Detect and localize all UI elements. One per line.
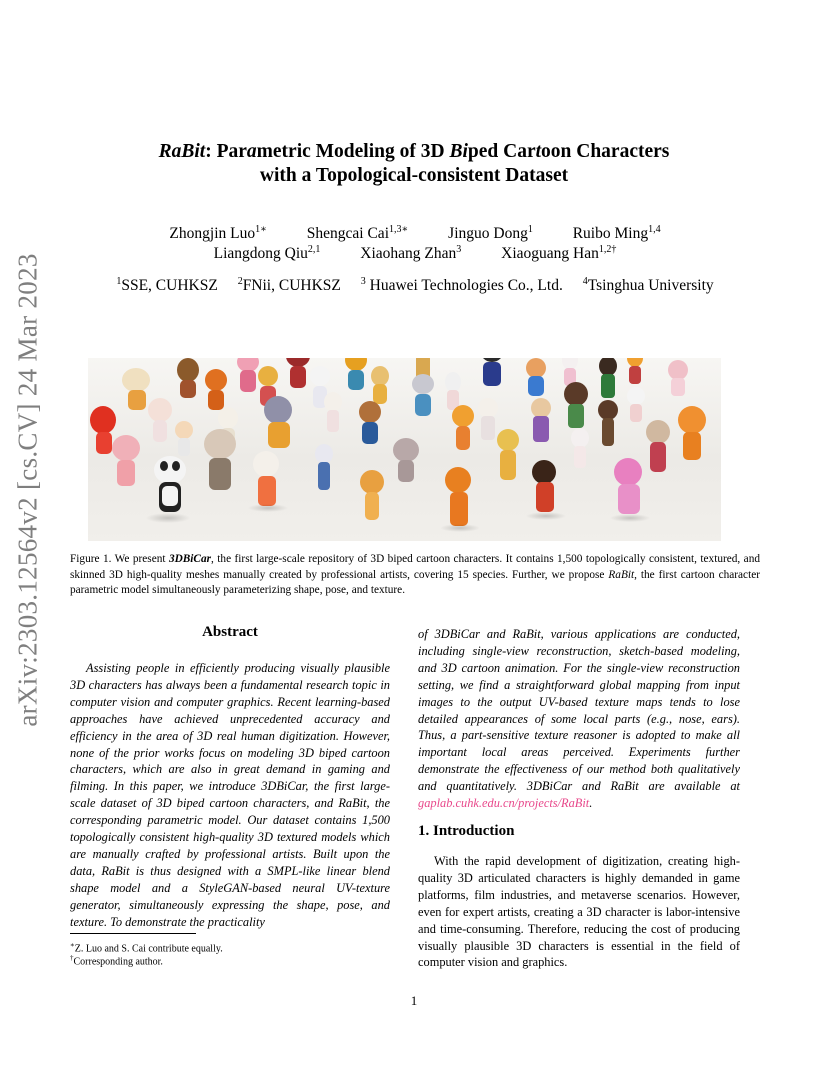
caption-dataset-name: 3DBiCar (168, 553, 212, 565)
author: Xiaoguang Han$^{1,2\dagger}$ (501, 244, 617, 263)
introduction-text: With the rapid development of digitization, creating high-quality 3D articulated characters is highly demanded in game platforms, film industries, and metaverse scenarios. However, even for expert artists, creating a 3D character is labor-intensive and time-consuming. Therefore, reducing the cost of producing visually plausible 3D characters is essential in the field of computer vision and graphics. (418, 854, 740, 970)
character-front-row (112, 429, 650, 532)
title-line-2: with a Topological-consistent Dataset (259, 165, 569, 186)
abstract-text-right: of 3DBiCar and RaBit, various applications are conducted, including single-view reconstruction, sketch-based modeling, and 3D cartoon animation. For the single-view reconstruction setting, we find a straightforward global mapping from input images to the output UV-based texture maps tends to lose detailed appearances of some local parts (e.g., nose, ears). Thus, a part-sensitive texture reasoner is adopted to make all important local areas perceived. Experiments further demonstrate the effectiveness of our method both qualitatively and quantitatively. 3DBiCar and RaBit are available at gaplab.cuhk.edu.cn/projects/RaBit. (418, 627, 740, 811)
footnote-divider (70, 933, 196, 934)
footnote: ∗Z. Luo and S. Cai contribute equally. (70, 941, 223, 955)
author-row-2 (90, 240, 740, 264)
introduction-heading: 1. Introduction (418, 823, 515, 839)
affiliation: $^3$ Huawei Technologies Co., Ltd. (360, 276, 563, 295)
project-link[interactable]: gaplab.cuhk.edu.cn/projects/RaBit (418, 796, 590, 811)
author: Liangdong Qiu$^{2,1}$ (213, 244, 321, 263)
characters-illustration (88, 358, 721, 541)
page-number: 1 (410, 993, 418, 1008)
author: Xiaohang Zhan$^3$ (360, 244, 462, 263)
title-line-1: RaBit: Parametric Modeling of 3D Biped Cartoon Characters (158, 141, 670, 162)
abstract-text-left: Assisting people in efficiently producing visually plausible 3D characters has always been a fundamental research topic in computer vision and computer graphics. Recent learning-based approaches have achieved unprecedented accuracy and efficiency in the area of 3D real human digitization. However, none of the prior works focus on modeling 3D biped cartoon characters, which are also in great demand in gaming and filming. In this paper, we introduce 3DBiCar, the first large-scale dataset of 3D biped cartoon characters, and RaBit, the corresponding parametric model. Our dataset contains 1,500 topologically consistent high-quality 3D textured models which are manually crafted by professional artists. Built upon the data, RaBit is thus designed with a SMPL-like linear blend shape model and a StyleGAN-based neural UV-texture generator, simultaneously expressing the shape, pose, and texture. To demonstrate the practicality (70, 661, 390, 929)
caption-model-name: RaBit (608, 568, 635, 581)
affiliations (60, 276, 770, 295)
affiliation: $^1$SSE, CUHKSZ (116, 276, 218, 295)
figure-caption: Figure 1. We present 3DBiCar, the first large-scale repository of 3D biped cartoon characters. It contains 1,500 topologically consistent, textured, and skinned 3D high-quality meshes manually created by professional artists, covering 15 species. Further, we propose RaBit, the first cartoon character parametric model simultaneously parameterizing shape, pose, and texture. (70, 553, 760, 596)
character-back-row (177, 358, 688, 398)
footnote: †Corresponding author. (70, 954, 163, 968)
author: Jinguo Dong$^1$ (448, 224, 533, 243)
author: Shengcai Cai$^{1,3∗}$ (306, 224, 409, 243)
abstract-heading: Abstract (202, 624, 258, 640)
author: Zhongjin Luo$^{1∗}$ (169, 224, 267, 243)
affiliation: $^2$FNii, CUHKSZ (237, 276, 341, 295)
caption-label: Figure 1. (70, 553, 112, 565)
author: Ruibo Ming$^{1,4}$ (572, 224, 661, 243)
arxiv-side-stamp (8, 253, 48, 727)
paper-title (120, 140, 708, 188)
affiliation: $^4$Tsinghua University (582, 276, 714, 295)
figure-cartoon-characters (88, 358, 721, 541)
arxiv-stamp-text: arXiv:2303.12564v2 [cs.CV] 24 Mar 2023 (12, 253, 43, 727)
